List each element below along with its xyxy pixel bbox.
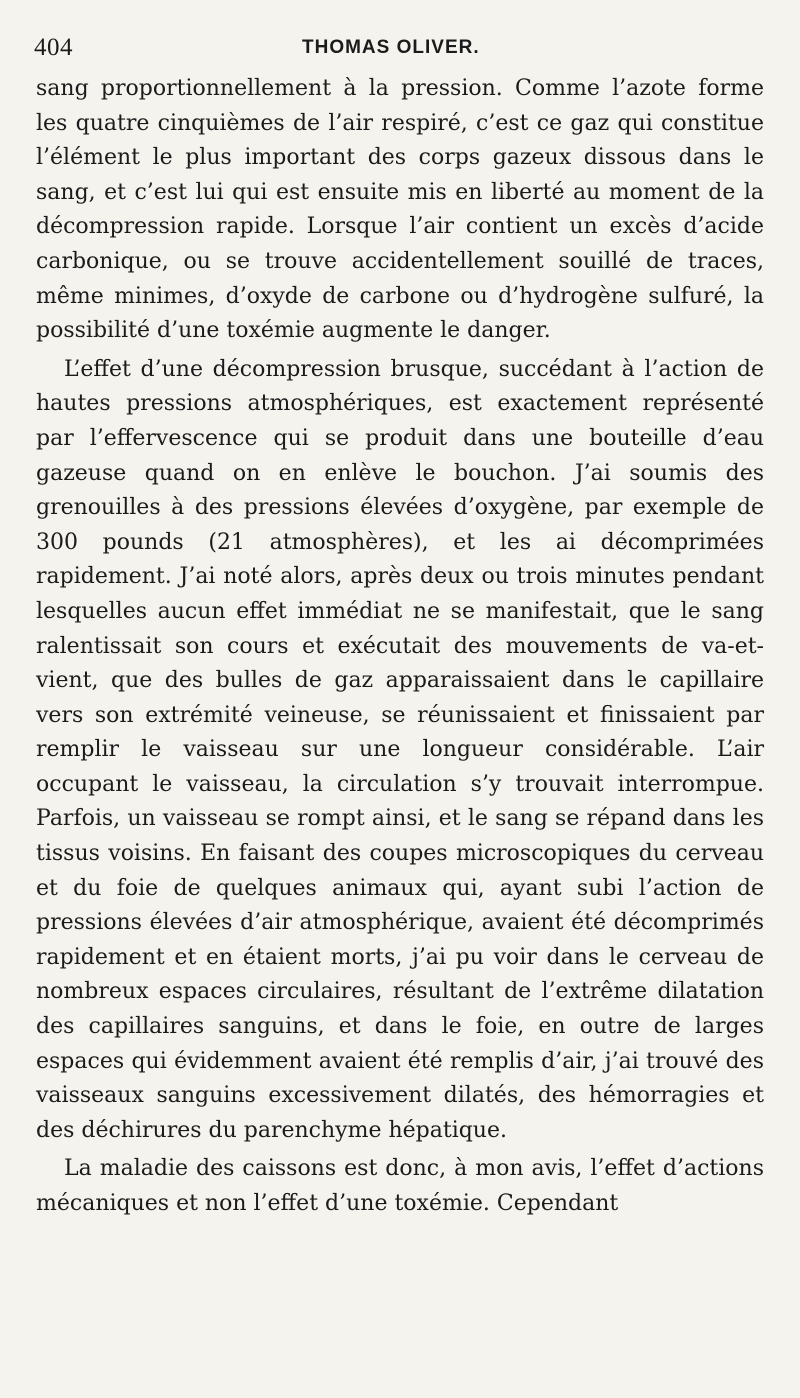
paragraph-continuation: sang proportionnellement à la pression. Comme l’azote forme les quatre cinquièmes de l’air respiré, c’est ce gaz qui constitue l’élément le plus important des corps gazeux dissous dans le sang, et c’est lui qui est ensuite mis en liberté au moment de la décompression rapide. Lorsque l’air contient un excès d’acide carbonique, ou se trouve accidentellement souillé de traces, même minimes, d’oxyde de carbone ou d’hydrogène sulfuré, la possibilité d’une toxémie augmente le danger. [36,76,764,344]
paragraph-caisson-disease: La maladie des caissons est donc, à mon avis, l’effet d’actions mécaniques et non l’effet d’une toxémie. Cependant [36,1156,764,1216]
body-text [36,72,764,1222]
page-number: 404 [34,34,73,61]
page-header [34,34,764,64]
running-title: THOMAS OLIVER. [302,37,480,58]
paragraph-decompression: L’effet d’une décompression brusque, succédant à l’action de hautes pressions atmosphériques, est exactement représenté par l’effervescence qui se produit dans une bouteille d’eau gazeuse quand on en enlève le bouchon. J’ai soumis des grenouilles à des pressions élevées d’oxygène, par exemple de 300 pounds (21 atmosphères), et les ai décomprimées rapidement. J’ai noté alors, après deux ou trois minutes pendant lesquelles aucun effet immédiat ne se manifestait, que le sang ralentissait son cours et exécutait des mouvements de va-et-vient, que des bulles de gaz apparaissaient dans le capillaire vers son extrémité veineuse, se réunissaient et finissaient par remplir le vaisseau sur une longueur considérable. L’air occupant le vaisseau, la circulation s’y trouvait interrompue. Parfois, un vaisseau se rompt ainsi, et le sang se répand dans les tissus voisins. En faisant des coupes microscopiques du cerveau et du foie de quelques animaux qui, ayant subi l’action de pressions élevées d’air atmosphérique, avaient été décomprimés rapidement et en étaient morts, j’ai pu voir dans le cerveau de nombreux espaces circulaires, résultant de l’extrême dilatation des capillaires sanguins, et dans le foie, en outre de larges espaces qui évidemment avaient été remplis d’air, j’ai trouvé des vaisseaux sanguins excessivement dilatés, des hémorragies et des déchirures du parenchyme hépatique. [36,356,764,1143]
